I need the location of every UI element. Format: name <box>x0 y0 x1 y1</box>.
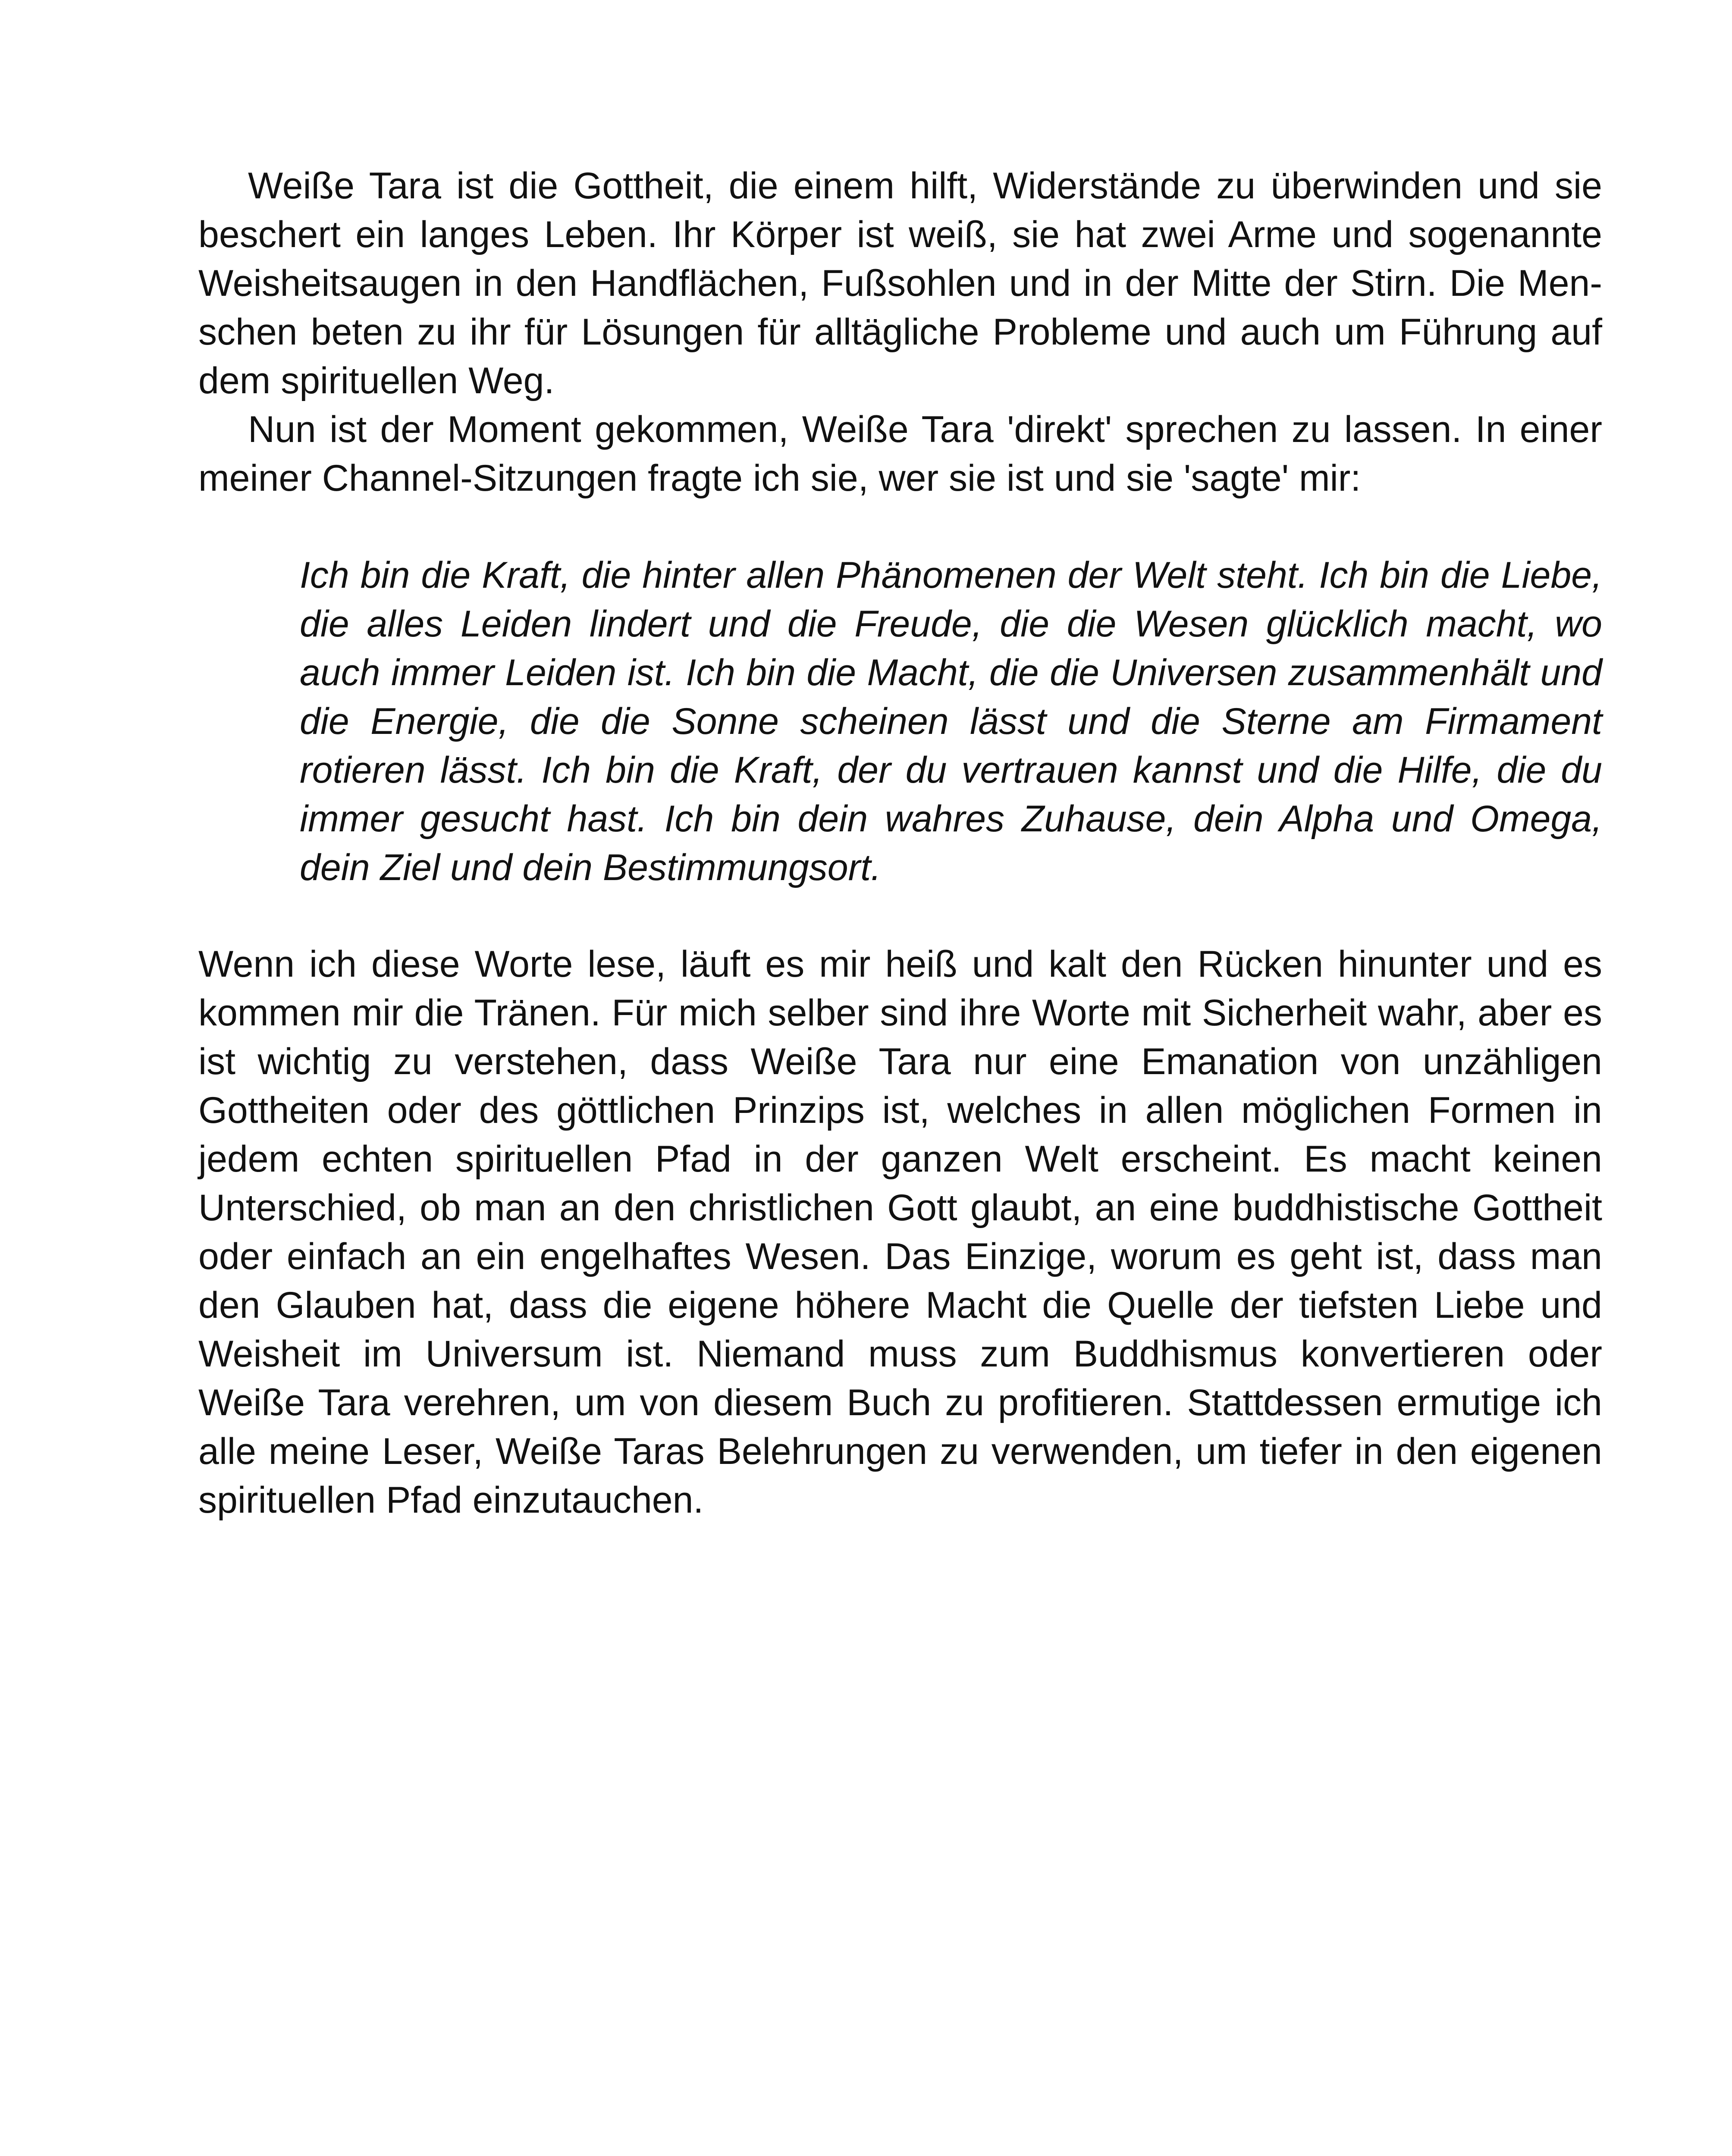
quote-text: Ich bin die Kraft, die hinter allen Phänomenen der Welt steht. Ich bin die Liebe, die alles Leiden lindert und die Freude, die die Wesen glücklich macht, wo auch immer Leiden ist. Ich bin die Macht, die die Universen zusammenhält und die Energie, die die Sonne scheinen lässt und die Sterne am Firmament rotieren lässt. Ich bin die Kraft, der du vertrauen kannst und die Hilfe, die du immer gesucht hast. Ich bin dein wahres Zuhause, dein Alpha und Omega, dein Ziel und dein Bestimmungsort. <box>300 555 1602 888</box>
paragraph-text: Weiße Tara ist die Gottheit, die einem hilft, Widerstände zu überwinden und sie beschert ein langes Leben. Ihr Körper ist weiß, sie hat zwei Arme und sogenannte Weisheitsaugen in den Handflächen, Fußsohlen und in der Mitte der Stirn. Die Menschen beten zu ihr für Lösungen für alltägliche Probleme und auch um Führung auf dem spirituellen Weg. <box>198 165 1602 401</box>
body-paragraph-2 <box>198 405 1602 503</box>
paragraph-text: Wenn ich diese Worte lese, läuft es mir heiß und kalt den Rücken hinunter und es kommen mir die Tränen. Für mich selber sind ihre Worte mit Sicherheit wahr, aber es ist wichtig zu verstehen, dass Weiße Tara nur eine Emanation von unzähligen Gottheiten oder des göttlichen Prinzips ist, welches in allen möglichen Formen in jedem echten spirituellen Pfad in der ganzen Welt erscheint. Es macht keinen Unterschied, ob man an den christlichen Gott glaubt, an eine buddhistische Gottheit oder einfach an ein engelhaftes Wesen. Das Einzige, worum es geht ist, dass man den Glauben hat, dass die eigene höhere Macht die Quelle der tiefsten Liebe und Weisheit im Universum ist. Niemand muss zum Buddhismus konvertieren oder Weiße Tara verehren, um von diesem Buch zu profitieren. Stattdessen ermutige ich alle meine Leser, Weiße Taras Belehrungen zu verwenden, um tiefer in den eigenen spirituellen Pfad einzutauchen. <box>198 943 1602 1521</box>
body-paragraph-1 <box>198 162 1602 405</box>
paragraph-text: Nun ist der Moment gekommen, Weiße Tara 'direkt' sprechen zu lassen. In einer meiner Channel-Sitzungen fragte ich sie, wer sie ist und sie 'sagte' mir: <box>198 409 1602 499</box>
body-paragraph-3 <box>198 940 1602 1525</box>
channel-quote <box>300 551 1602 892</box>
